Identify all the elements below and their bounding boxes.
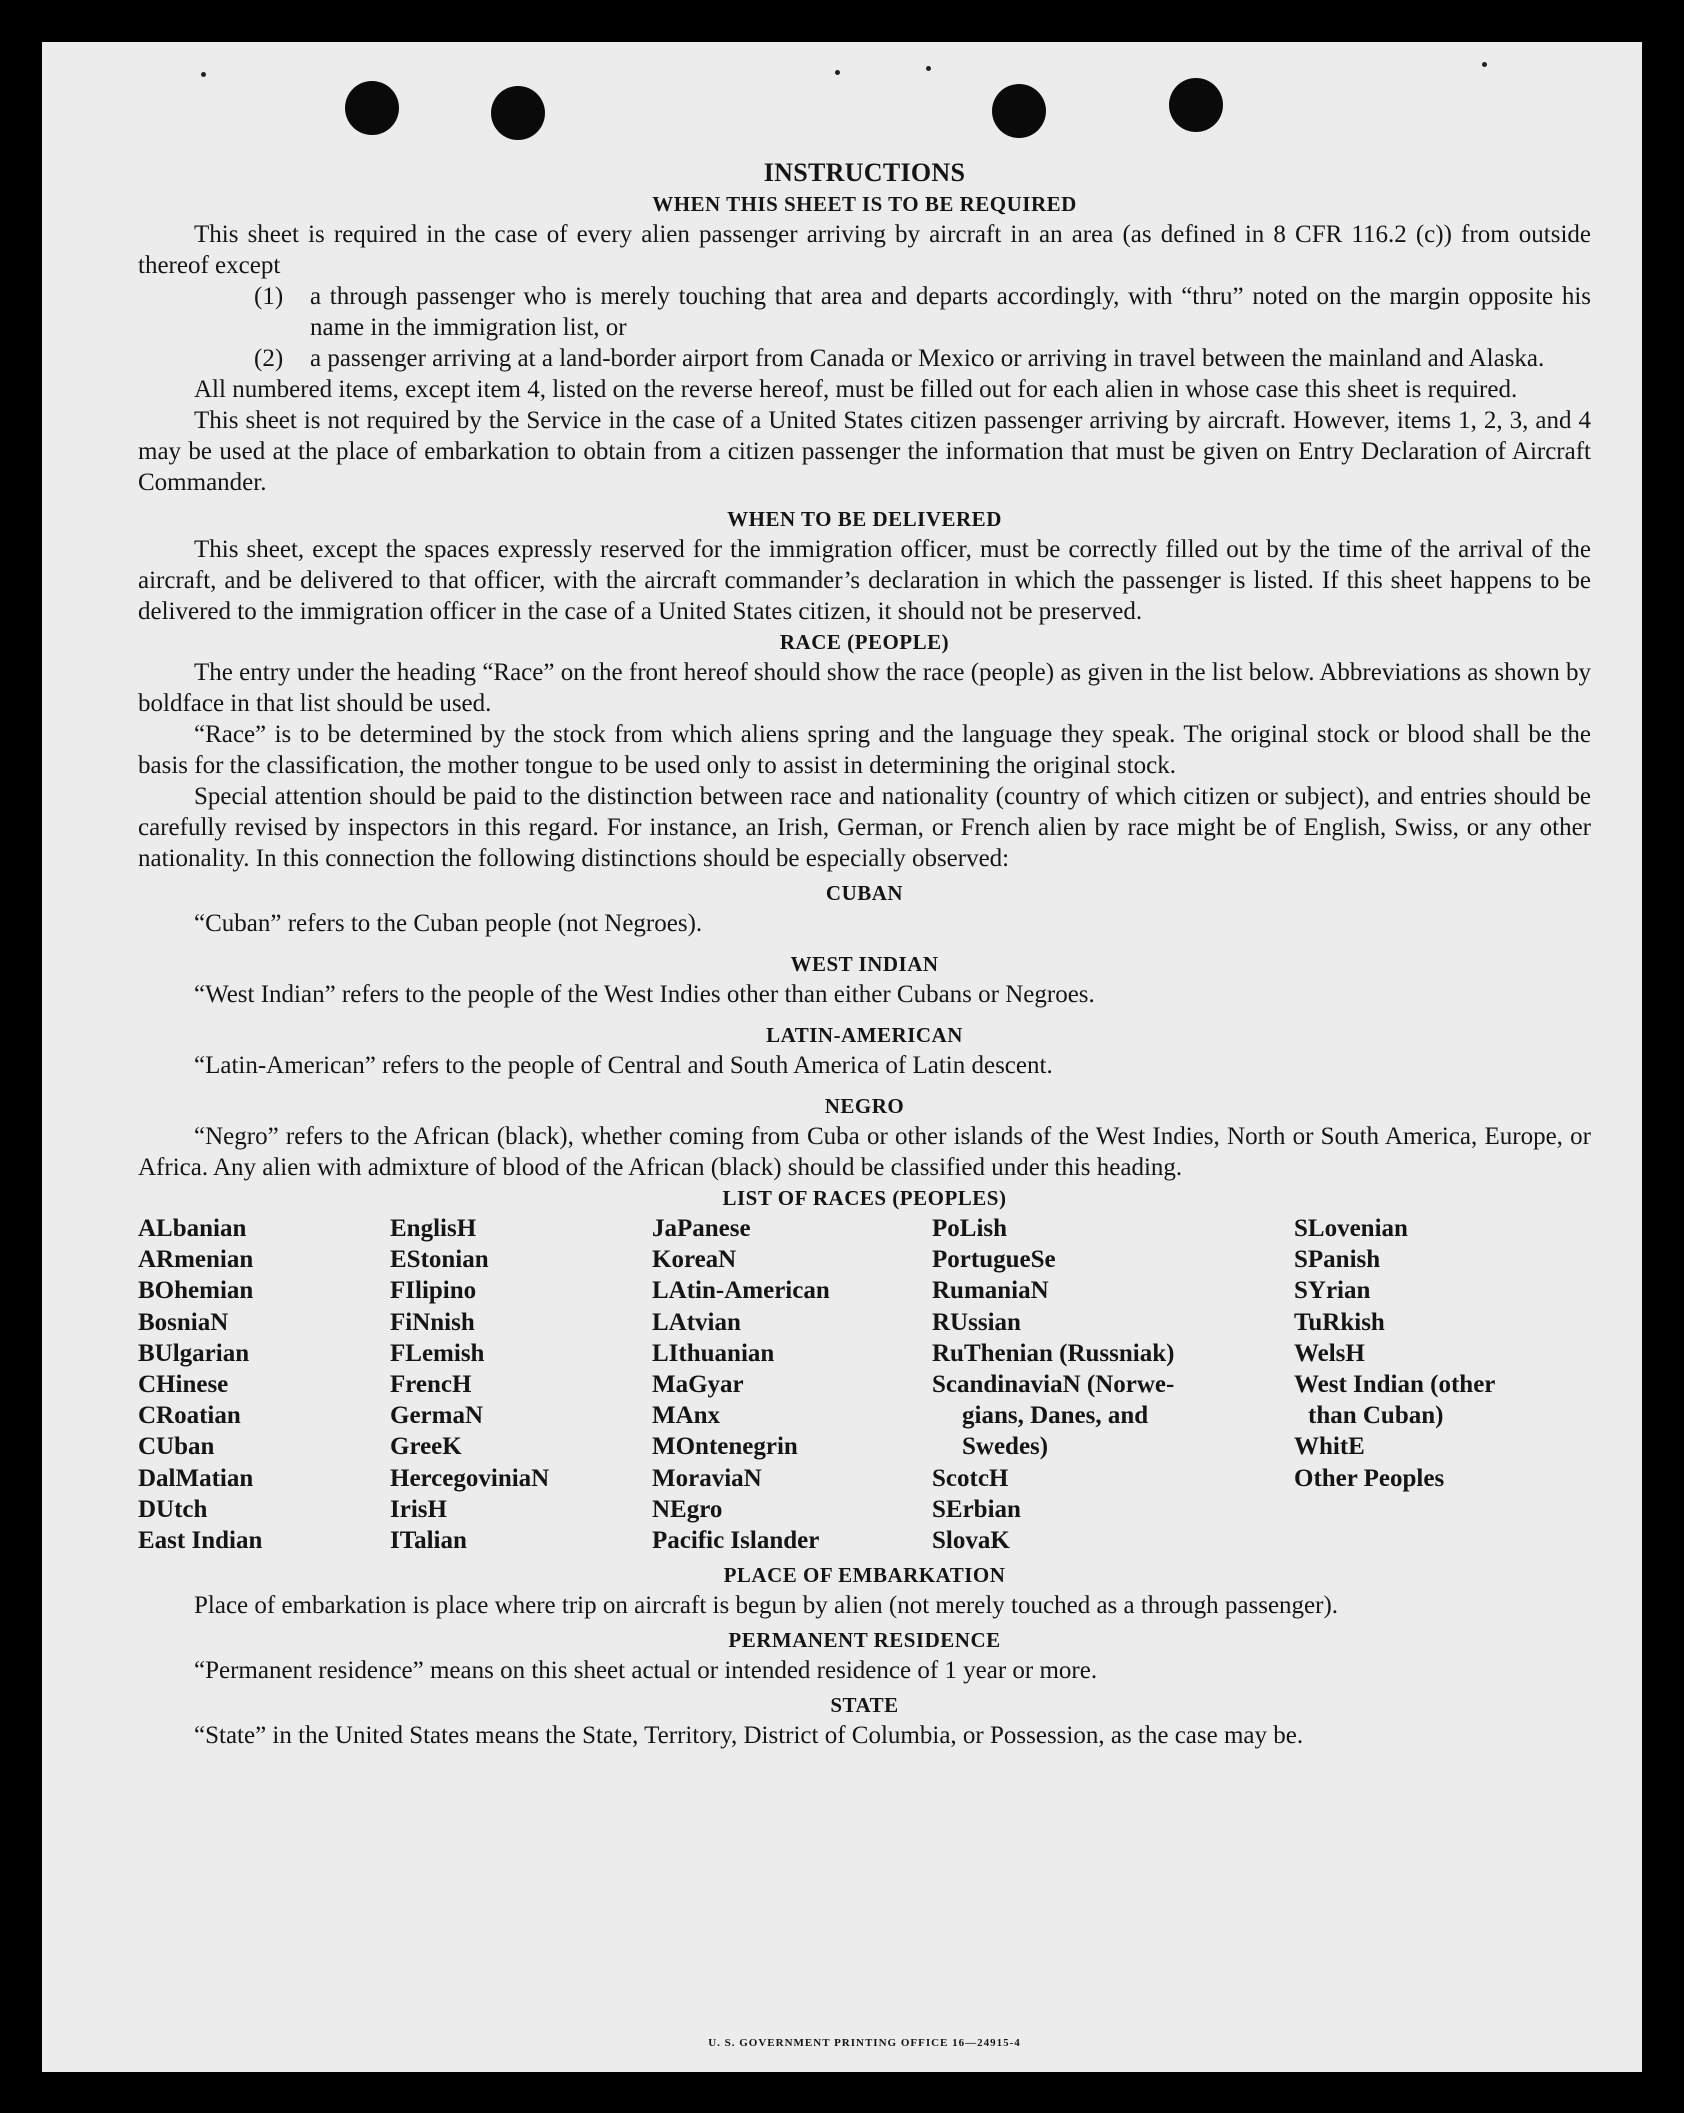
- item-number: (2): [254, 345, 284, 372]
- race-item: IrisH: [390, 1495, 447, 1523]
- paragraph: “Cuban” refers to the Cuban people (not Negroes).: [194, 910, 703, 937]
- race-item: EStonian: [390, 1246, 489, 1274]
- paragraph: The entry under the heading “Race” on the front hereof should show the race (people) as given in the list below. Abbreviations as shown by boldface in that list should be used.: [138, 659, 1591, 717]
- paragraph: This sheet is not required by the Service in the case of a United States citizen passenger arriving by aircraft. However, items 1, 2, 3, and 4 may be used at the place of embarkation to obtain from a citizen passenger the information that must be given on Entry Declaration of Aircraft Commander.: [138, 407, 1591, 496]
- exception-item: [138, 343, 1591, 374]
- race-item: SlovaK: [932, 1527, 1010, 1555]
- race-item: FrencH: [390, 1371, 472, 1399]
- paragraph: This sheet is required in the case of every alien passenger arriving by aircraft in an area (as defined in 8 CFR 116.2 (c)) from outside thereof except: [138, 221, 1591, 279]
- race-item: LAtin-American: [652, 1277, 830, 1305]
- race-item: Pacific Islander: [652, 1527, 820, 1555]
- race-item: West Indian (other: [1294, 1371, 1496, 1399]
- punch-hole: [1169, 78, 1223, 132]
- race-item: BOhemian: [138, 1277, 254, 1305]
- race-item: CHinese: [138, 1371, 229, 1399]
- race-item: WhitE: [1294, 1433, 1365, 1461]
- race-item: SLovenian: [1294, 1215, 1408, 1242]
- race-item: TuRkish: [1294, 1308, 1385, 1336]
- race-item: RuThenian (Russniak): [932, 1339, 1175, 1367]
- races-column-2: [390, 1213, 652, 1556]
- item-text: a through passenger who is merely touching that area and departs accordingly, with “thru” noted on the margin opposite his name in the immigration list, or: [310, 283, 1591, 341]
- section-heading: WHEN TO BE DELIVERED: [727, 507, 1002, 531]
- race-item: PortugueSe: [932, 1246, 1056, 1274]
- race-item: PoLish: [932, 1215, 1008, 1242]
- race-item: CUban: [138, 1433, 215, 1461]
- race-item: SYrian: [1294, 1277, 1371, 1305]
- section-heading: RACE (PEOPLE): [779, 630, 950, 654]
- race-item: LIthuanian: [652, 1339, 775, 1367]
- punch-hole: [345, 81, 399, 135]
- race-item: BosniaN: [138, 1308, 229, 1336]
- race-item: GermaN: [390, 1402, 484, 1430]
- race-item: EnglisH: [390, 1215, 477, 1242]
- section-heading: CUBAN: [825, 881, 904, 905]
- item-number: (1): [254, 283, 284, 310]
- item-text: a passenger arriving at a land-border airport from Canada or Mexico or arriving in travel between the mainland and Alaska.: [310, 345, 1545, 372]
- race-item: than Cuban): [1308, 1402, 1444, 1430]
- race-item: gians, Danes, and: [962, 1402, 1149, 1430]
- section-heading: WHEN THIS SHEET IS TO BE REQUIRED: [652, 192, 1077, 216]
- race-item: MoraviaN: [652, 1464, 762, 1492]
- paragraph: “Permanent residence” means on this sheet actual or intended residence of 1 year or more.: [194, 1657, 1098, 1685]
- paragraph: Place of embarkation is place where trip on aircraft is begun by alien (not merely touched as a through passenger).: [194, 1592, 1339, 1620]
- section-heading: LATIN-AMERICAN: [766, 1023, 963, 1047]
- race-item: ScotcH: [932, 1464, 1009, 1492]
- race-item: ScandinaviaN (Norwe-: [932, 1371, 1175, 1399]
- race-item: DUtch: [138, 1495, 208, 1523]
- section-heading: NEGRO: [824, 1094, 905, 1118]
- races-list: [138, 1213, 1591, 1556]
- section-heading: PERMANENT RESIDENCE: [728, 1628, 1001, 1653]
- race-item: ITalian: [390, 1527, 467, 1555]
- printing-office-imprint: U. S. GOVERNMENT PRINTING OFFICE 16—24915-4: [708, 2037, 1021, 2049]
- document-sheet: [42, 42, 1642, 2072]
- section-heading: PLACE OF EMBARKATION: [723, 1563, 1006, 1588]
- race-item: NEgro: [652, 1495, 723, 1523]
- race-item: ARmenian: [138, 1246, 254, 1274]
- race-item: FiNnish: [390, 1308, 475, 1336]
- races-column-5: [1294, 1213, 1591, 1556]
- race-item: HercegoviniaN: [390, 1464, 550, 1492]
- race-item: RUssian: [932, 1308, 1021, 1336]
- race-item: KoreaN: [652, 1246, 737, 1274]
- races-column-1: [138, 1213, 390, 1556]
- speck: [201, 72, 206, 77]
- section-heading: STATE: [830, 1693, 899, 1718]
- paragraph: This sheet, except the spaces expressly reserved for the immigration officer, must be correctly filled out by the time of the arrival of the aircraft, and be delivered to that officer, with the aircraft commander’s declaration in which the passenger is listed. If this sheet happens to be delivered to the immigration officer in the case of a United States citizen, it should not be preserved.: [138, 536, 1591, 625]
- race-item: GreeK: [390, 1433, 462, 1461]
- race-item: Swedes): [962, 1433, 1049, 1461]
- race-item: CRoatian: [138, 1402, 241, 1430]
- race-item: WelsH: [1294, 1339, 1365, 1367]
- paragraph: “State” in the United States means the State, Territory, District of Columbia, or Possession, as the case may be.: [194, 1722, 1304, 1750]
- race-item: FIlipino: [390, 1277, 477, 1305]
- punch-hole: [491, 86, 545, 140]
- instructions-content: [138, 157, 1591, 2049]
- punch-hole: [992, 84, 1046, 138]
- paragraph: Special attention should be paid to the distinction between race and nationality (country of which citizen or subject), and entries should be carefully revised by inspectors in this regard. For instance, an Irish, German, or French alien by race might be of English, Swiss, or any other nationality. In this connection the following distinctions should be especially observed:: [138, 783, 1591, 872]
- race-item: MaGyar: [652, 1371, 744, 1399]
- race-item: BUlgarian: [138, 1339, 250, 1367]
- races-column-3: [652, 1213, 932, 1556]
- speck: [926, 66, 931, 71]
- paragraph: “Race” is to be determined by the stock from which aliens spring and the language they speak. The original stock or blood shall be the basis for the classification, the mother tongue to be used only to assist in determining the original stock.: [138, 721, 1591, 779]
- speck: [835, 70, 840, 75]
- race-item: FLemish: [390, 1339, 485, 1367]
- section-heading: WEST INDIAN: [790, 952, 939, 976]
- race-item: MOntenegrin: [652, 1433, 798, 1461]
- page-title: INSTRUCTIONS: [763, 158, 966, 187]
- race-item: RumaniaN: [932, 1277, 1049, 1305]
- paragraph: “Latin-American” refers to the people of Central and South America of Latin descent.: [194, 1052, 1053, 1079]
- section-heading: LIST OF RACES (PEOPLES): [722, 1186, 1007, 1210]
- race-item: Other Peoples: [1294, 1464, 1445, 1492]
- race-item: MAnx: [652, 1402, 721, 1430]
- race-item: LAtvian: [652, 1308, 741, 1336]
- races-column-4: [932, 1213, 1294, 1556]
- paragraph: All numbered items, except item 4, listed on the reverse hereof, must be filled out for each alien in whose case this sheet is required.: [194, 376, 1518, 403]
- race-item: ALbanian: [138, 1215, 247, 1242]
- paragraph: “Negro” refers to the African (black), whether coming from Cuba or other islands of the West Indies, North or South America, Europe, or Africa. Any alien with admixture of blood of the African (black) should be classified under this heading.: [138, 1123, 1591, 1181]
- race-item: East Indian: [138, 1527, 263, 1555]
- paragraph: “West Indian” refers to the people of the West Indies other than either Cubans or Negroes.: [194, 981, 1095, 1008]
- race-item: SErbian: [932, 1495, 1021, 1523]
- exception-item: [138, 281, 1591, 343]
- speck: [1482, 62, 1487, 67]
- race-item: DalMatian: [138, 1464, 254, 1492]
- race-item: SPanish: [1294, 1246, 1381, 1274]
- race-item: JaPanese: [652, 1215, 751, 1242]
